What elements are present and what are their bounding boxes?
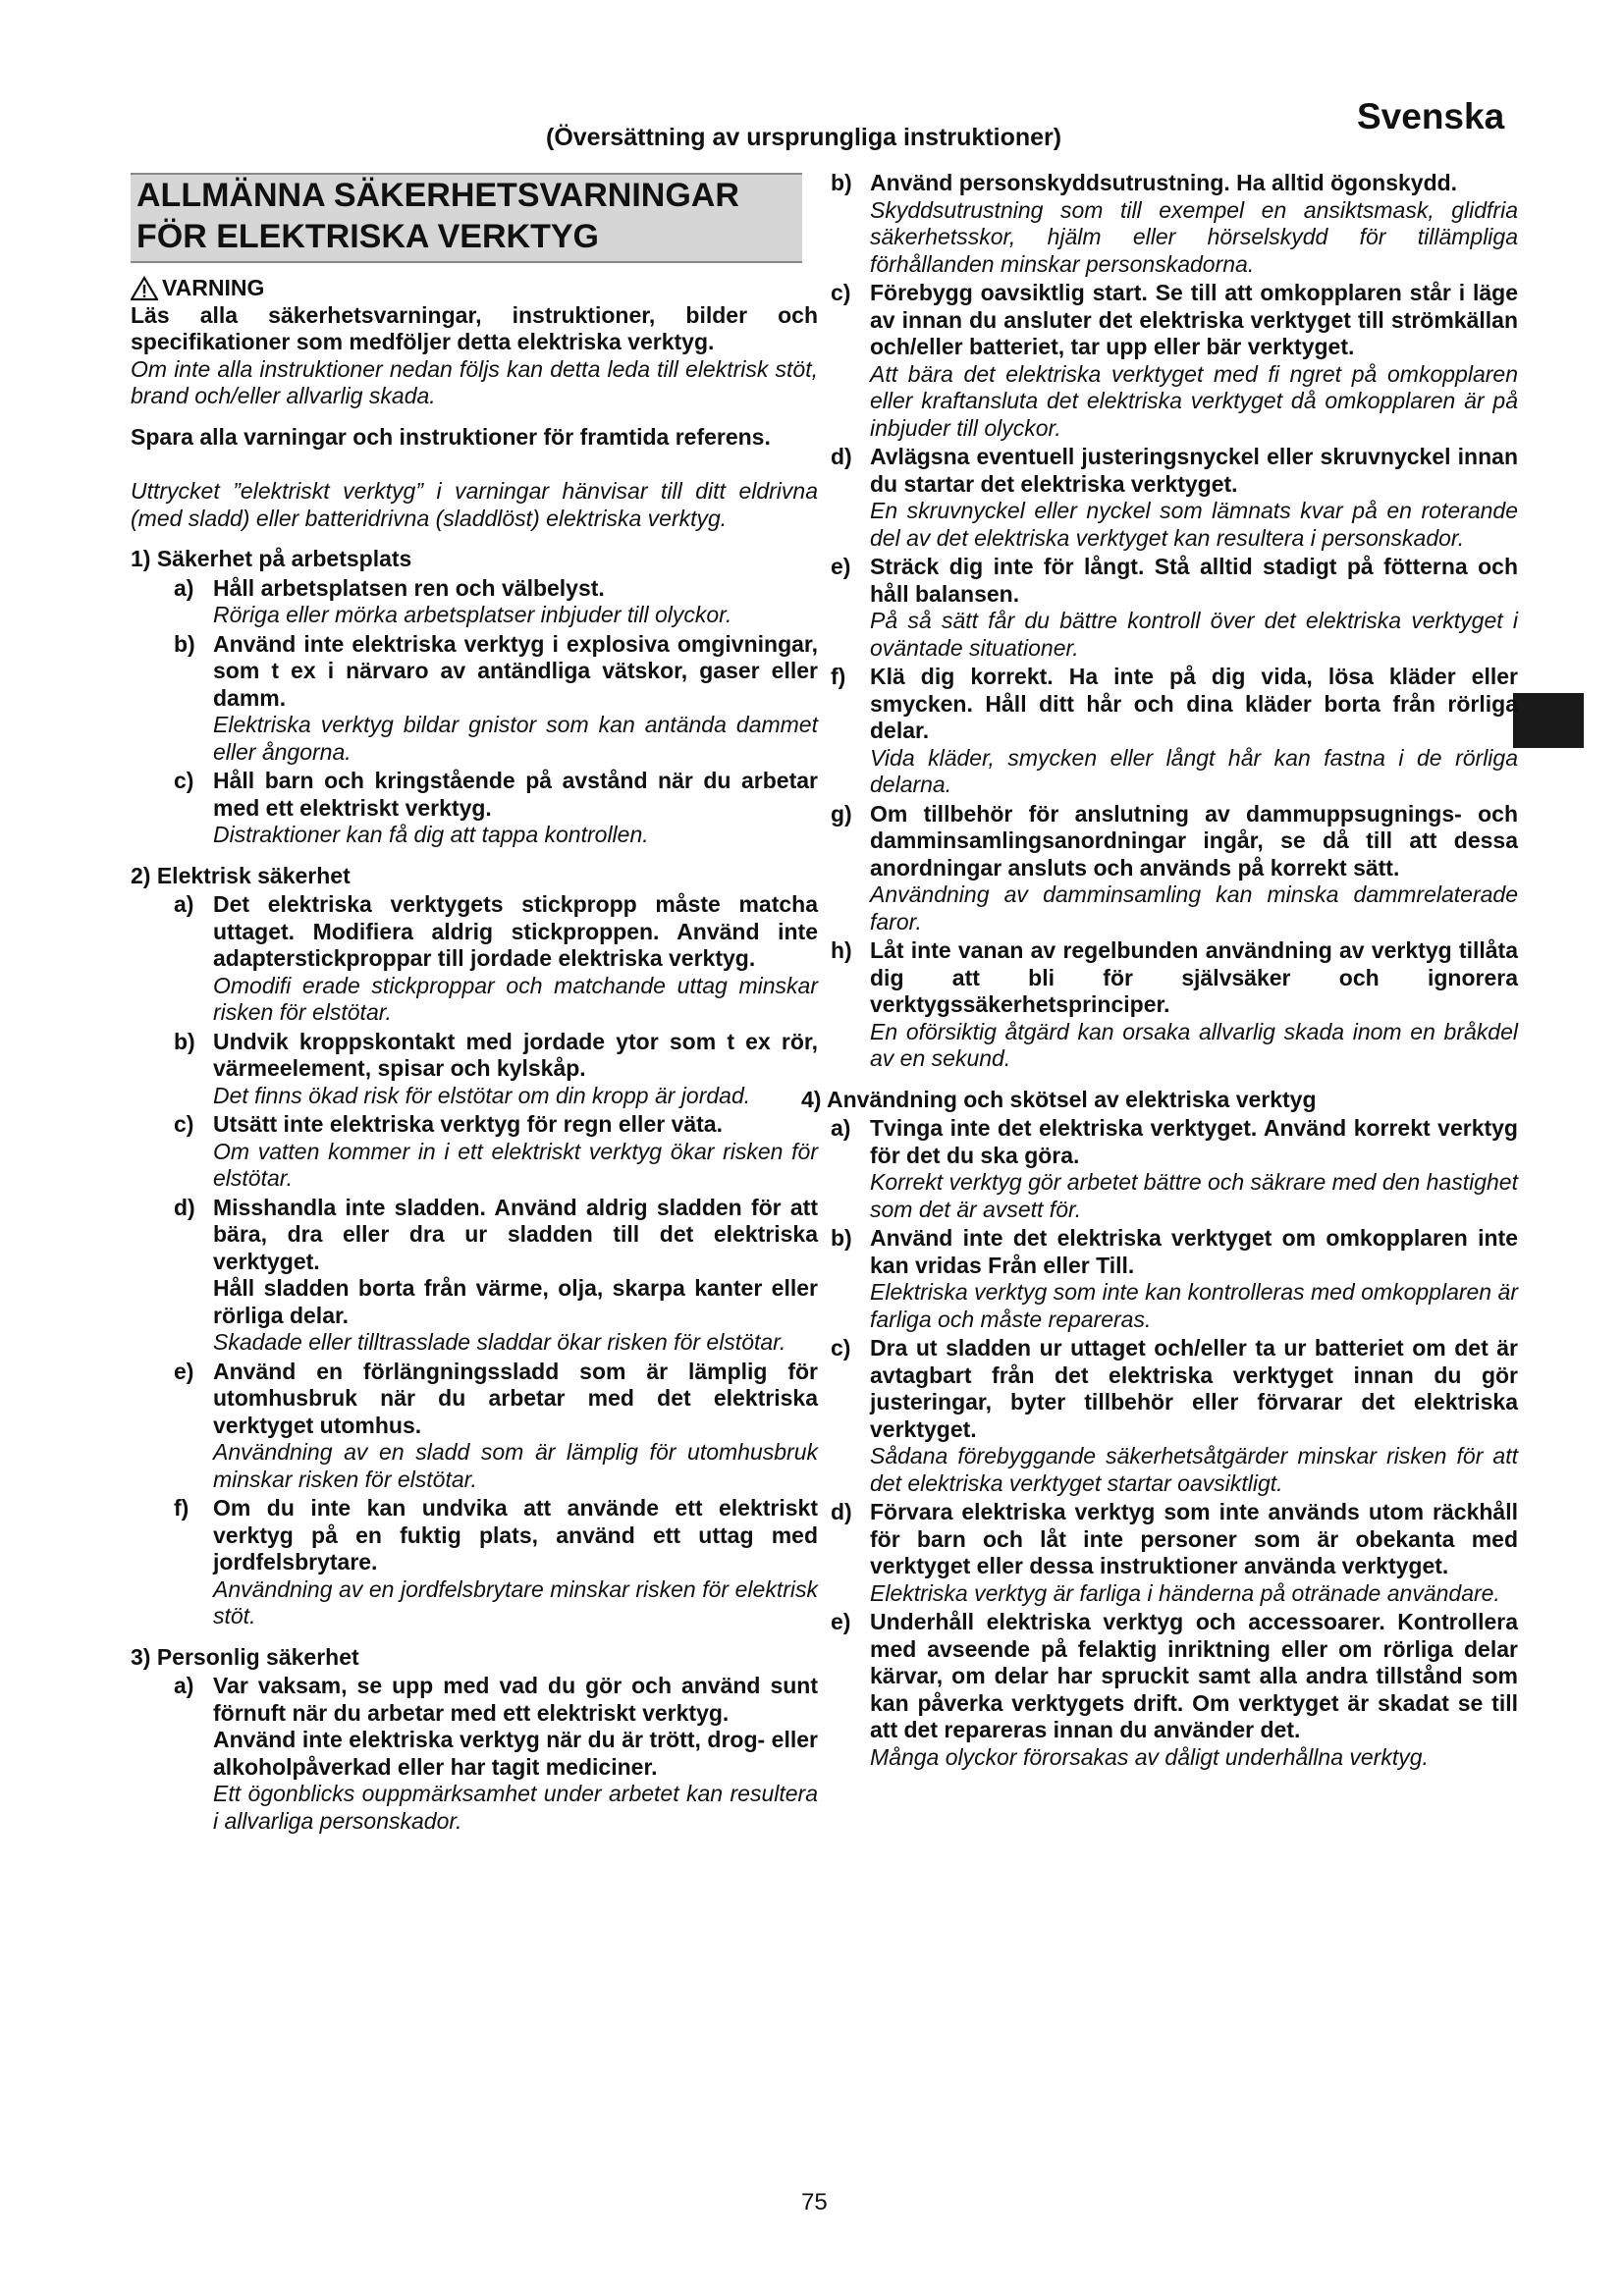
- list-item: e) Underhåll elektriska verktyg och accessoarer. Kontrollera med avseende på felaktig inriktning eller om rörliga delar kärvar, om delar har spruckit samt alla andra tillstånd som kan påverka verktygets drift. Om verktyget är skadat se till att det repareras innan du använder det. Många olyckor förorsakas av dåligt underhållna verktyg.: [831, 1609, 1518, 1770]
- list-item: d) Avlägsna eventuell justeringsnyckel eller skruvnyckel innan du startar det elektriska verktyget. En skruvnyckel eller nyckel som lämnats kvar på en roterande del av det elektriska verktyget kan resultera i personskador.: [831, 444, 1518, 551]
- list-item: e) Använd en förlängningssladd som är lämplig för utomhusbruk när du arbetar med det elektriska verktyget utomhus. Användning av en sladd som är lämplig för utomhusbruk minskar risken för elstötar.: [174, 1358, 818, 1492]
- warning-heading: [131, 275, 818, 302]
- list-item: a) Det elektriska verktygets stickpropp måste matcha uttaget. Modifiera aldrig stickproppen. Använd inte adapterstickproppar till jordade elektriska verktyg. Omodifi erade stickproppar och matchande uttag minskar risken för elstötar.: [174, 891, 818, 1025]
- right-column: [801, 168, 1518, 1771]
- section-heading: 3) Personlig säkerhet: [131, 1643, 359, 1670]
- list-item: h) Låt inte vanan av regelbunden användning av verktyg tillåta dig att bli för självsäker och ignorera verktygssäkerhetsprinciper. En oförsiktig åtgärd kan orsaka allvarlig skada inom en bråkdel av en sekund.: [831, 937, 1518, 1071]
- list-item: b) Använd inte elektriska verktyg i explosiva omgivningar, som t ex i närvaro av antändliga vätskor, gaser eller damm. Elektriska verktyg bildar gnistor som kan antända dammet eller ångorna.: [174, 630, 818, 765]
- language-label: Svenska: [1357, 96, 1505, 136]
- section-title: [131, 173, 802, 263]
- warning-label: VARNING: [162, 275, 265, 300]
- page-number: 75: [801, 2189, 828, 2216]
- warning-triangle-icon: [131, 276, 158, 301]
- left-column: [131, 275, 818, 1835]
- language-thumb-tab: [1513, 693, 1584, 748]
- section-heading: 1) Säkerhet på arbetsplats: [131, 546, 412, 571]
- list-item: f) Om du inte kan undvika att använde ett elektriskt verktyg på en fuktig plats, använd ett uttag med jordfelsbrytare. Användning av en jordfelsbrytare minskar risken för elektrisk stöt.: [174, 1495, 818, 1629]
- list-item: e) Sträck dig inte för långt. Stå alltid stadigt på fötterna och håll balansen. På så sätt får du bättre kontroll över det elektriska verktyget i oväntade situationer.: [831, 554, 1518, 661]
- section-heading: 2) Elektrisk säkerhet: [131, 862, 351, 888]
- translation-note: (Översättning av ursprungliga instruktioner): [546, 124, 1062, 151]
- list-item: a) Var vaksam, se upp med vad du gör och använd sunt förnuft när du arbetar med ett elektriskt verktyg. Använd inte elektriska verktyg när du är trött, drog- eller alkoholpåverkad eller har tagit mediciner. Ett ögonblicks ouppmärksamhet under arbetet kan resultera i allvarliga personskador.: [174, 1673, 818, 1834]
- list-item: c) Förebygg oavsiktlig start. Se till att omkopplaren står i läge av innan du ansluter det elektriska verktyget till strömkällan och/eller batteriet, tar upp eller bär verktyget. Att bära det elektriska verktyget med fi ngret på omkopplaren eller kraftansluta det elektriska verktyget då omkopplaren är på inbjuder till olyckor.: [831, 280, 1518, 441]
- title-line-1: ALLMÄNNA SÄKERHETSVARNINGAR: [136, 177, 739, 214]
- list-item: c) Håll barn och kringstående på avstånd när du arbetar med ett elektriskt verktyg. Distraktioner kan få dig att tappa kontrollen.: [174, 768, 818, 847]
- definition-text: Uttrycket ”elektriskt verktyg” i varningar hänvisar till ditt eldrivna (med sladd) eller batteridrivna (sladdlöst) elektriska verktyg.: [131, 478, 818, 531]
- title-line-2: FÖR ELEKTRISKA VERKTYG: [136, 218, 599, 255]
- list-item: c) Utsätt inte elektriska verktyg för regn eller väta. Om vatten kommer in i ett elektriskt verktyg ökar risken för elstötar.: [174, 1111, 818, 1191]
- list-item: a) Tvinga inte det elektriska verktyget. Använd korrekt verktyg för det du ska göra. Korrekt verktyg gör arbetet bättre och säkrare med den hastighet som det är avsett för.: [831, 1115, 1518, 1222]
- list-item: b) Undvik kroppskontakt med jordade ytor som t ex rör, värmeelement, spisar och kylskåp. Det finns ökad risk för elstötar om din kropp är jordad.: [174, 1028, 818, 1108]
- list-item: b) Använd personskyddsutrustning. Ha alltid ögonskydd. Skyddsutrustning som till exempel en ansiktsmask, glidfria säkerhetsskor, hjälm eller hörselskydd för tillämpliga förhållanden minskar personskadorna.: [831, 170, 1518, 277]
- list-item: d) Misshandla inte sladden. Använd aldrig sladden för att bära, dra eller dra ur sladden till det elektriska verktyget. Håll sladden borta från värme, olja, skarpa kanter eller rörliga delar. Skadade eller tilltrasslade sladdar ökar risken för elstötar.: [174, 1194, 818, 1355]
- save-instructions: Spara alla varningar och instruktioner för framtida referens.: [131, 423, 771, 450]
- list-item: a) Håll arbetsplatsen ren och välbelyst. Röriga eller mörka arbetsplatser inbjuder till olyckor.: [174, 574, 732, 627]
- list-item: b) Använd inte det elektriska verktyget om omkopplaren inte kan vridas Från eller Till. Elektriska verktyg som inte kan kontrolleras med omkopplaren är farliga och måste repareras.: [831, 1225, 1518, 1332]
- warning-bold-text: Läs alla säkerhetsvarningar, instruktioner, bilder och specifikationer som medföljer detta elektriska verktyg.: [131, 301, 818, 354]
- list-item: f) Klä dig korrekt. Ha inte på dig vida, lösa kläder eller smycken. Håll ditt hår och dina kläder borta från rörliga delar. Vida kläder, smycken eller långt hår kan fastna i de rörliga delarna.: [831, 664, 1518, 797]
- list-item: g) Om tillbehör för anslutning av dammuppsugnings- och damminsamlingsanordningar ingår, se då till att dessa anordningar ansluts och används på korrekt sätt. Användning av damminsamling kan minska dammrelaterade faror.: [831, 800, 1518, 934]
- list-item: d) Förvara elektriska verktyg som inte används utom räckhåll för barn och låt inte personer som är obekanta med verktyget eller dessa instruktioner använda verktyget. Elektriska verktyg är farliga i händerna på otränade användare.: [831, 1499, 1518, 1606]
- list-item: c) Dra ut sladden ur uttaget och/eller ta ur batteriet om det är avtagbart från det elektriska verktyget innan du gör justeringar, byter tillbehör eller förvarar det elektriska verktyget. Sådana förebyggande säkerhetsåtgärder minskar risken för att det elektriska verktyget startar oavsiktligt.: [831, 1335, 1518, 1496]
- section-heading: 4) Användning och skötsel av elektriska verktyg: [801, 1086, 1317, 1112]
- warning-italic-text: Om inte alla instruktioner nedan följs kan detta leda till elektrisk stöt, brand och/eller allvarlig skada.: [131, 355, 818, 408]
